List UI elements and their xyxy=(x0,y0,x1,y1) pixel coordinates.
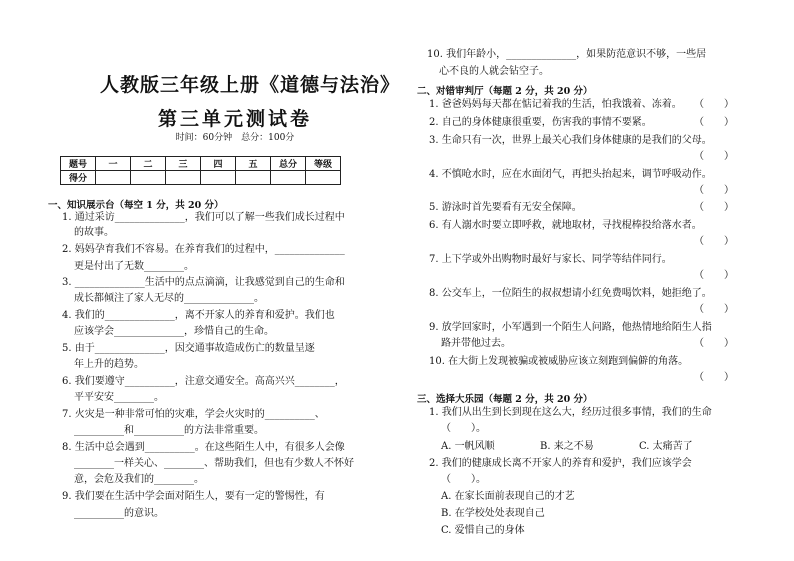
score-table-header-row xyxy=(61,157,341,171)
answer-parens[interactable]: （ ） xyxy=(694,117,734,128)
score-input-cell[interactable] xyxy=(271,171,306,185)
section1-heading: 一、知识展示台（每空 1 分，共 20 分） xyxy=(48,200,224,211)
score-table xyxy=(60,156,341,185)
choice-option[interactable]: B. 在学校处处表现自己 xyxy=(441,508,545,519)
question-line: 的故事。 xyxy=(74,227,114,238)
score-cell: 三 xyxy=(166,157,201,171)
score-input-cell[interactable] xyxy=(236,171,271,185)
choice-option[interactable]: C. 太痛苦了 xyxy=(639,441,693,452)
judge-question: 4. 不慎呛水时，应在水面闭气，再把头抬起来，调节呼吸动作。 xyxy=(429,169,712,180)
question-line: 成长都倾注了家人无尽的______________。 xyxy=(74,293,264,304)
judge-question: 9. 放学回家时，小军遇到一个陌生人问路，他热情地给陌生人指 xyxy=(429,322,712,333)
choice-question: 2. 我们的健康成长离不开家人的养育和爱护，我们应该学会 xyxy=(429,458,692,469)
score-input-cell[interactable] xyxy=(96,171,131,185)
judge-question: 5. 游泳时首先要看有无安全保障。 xyxy=(429,202,582,213)
answer-parens[interactable]: （ ） xyxy=(694,99,734,110)
score-input-cell[interactable] xyxy=(166,171,201,185)
choice-option[interactable]: A. 在家长面前表现自己的才艺 xyxy=(441,491,575,502)
score-input-cell[interactable] xyxy=(306,171,341,185)
score-cell: 题号 xyxy=(61,157,96,171)
score-cell: 总分 xyxy=(271,157,306,171)
judge-question: 1. 爸爸妈妈每天都在惦记着我的生活，怕我饿着、冻着。 xyxy=(429,99,682,110)
judge-question: 8. 公交车上，一位陌生的叔叔想请小红免费喝饮料，她拒绝了。 xyxy=(429,288,712,299)
score-table-score-row xyxy=(61,171,341,185)
question-line: 8. 生活中总会遇到__________。在这些陌生人中，有很多人会像 xyxy=(62,442,345,453)
question-line: 应该学会______________，珍惜自己的生命。 xyxy=(74,326,274,337)
judge-question: 6. 有人溺水时要立即呼救，就地取材，寻找棍棒投给落水者。 xyxy=(429,220,702,231)
choice-option[interactable]: B. 来之不易 xyxy=(540,441,594,452)
exam-title: 人教版三年级上册《道德与法治》 xyxy=(100,74,401,96)
question-line: 年上升的趋势。 xyxy=(74,359,144,370)
judge-question: 2. 自己的身体健康很重要，伤害我的事情不要紧。 xyxy=(429,117,652,128)
question-line: 1. 通过采访______________，我们可以了解一些我们成长过程中 xyxy=(62,212,345,223)
answer-parens[interactable]: （ ） xyxy=(694,236,734,247)
section2-heading: 二、对错审判厅（每题 2 分，共 20 分） xyxy=(417,86,593,97)
question-line: 10. 我们年龄小，______________，如果防范意识不够，一些居 xyxy=(427,49,707,60)
score-cell: 二 xyxy=(131,157,166,171)
question-line: 4. 我们的______________，离不开家人的养育和爱护。我们也 xyxy=(62,310,335,321)
question-line: 平平安安________。 xyxy=(74,392,164,403)
time-score-line: 时间：60分钟 总分：100分 xyxy=(175,133,295,143)
answer-parens[interactable]: （ ） xyxy=(694,270,734,281)
judge-question: 3. 生命只有一次，世界上最关心我们身体健康的是我们的父母。 xyxy=(429,135,712,146)
answer-parens[interactable]: （ ） xyxy=(694,304,734,315)
exam-subtitle: 第三单元测试卷 xyxy=(157,108,312,130)
question-line: __________的意识。 xyxy=(74,508,164,519)
choice-option[interactable]: C. 爱惜自己的身体 xyxy=(441,525,525,536)
answer-parens[interactable]: （ ） xyxy=(694,372,734,383)
choice-question: （ ）。 xyxy=(441,474,486,485)
answer-parens[interactable]: （ ） xyxy=(694,338,734,349)
question-line: 5. 由于______________，因交通事故造成伤亡的数量呈逐 xyxy=(62,343,315,354)
answer-parens[interactable]: （ ） xyxy=(694,202,734,213)
score-cell: 一 xyxy=(96,157,131,171)
question-line: 更是付出了无数________。 xyxy=(74,261,194,272)
choice-question: （ ）。 xyxy=(441,423,486,434)
section3-heading: 三、选择大乐园（每题 2 分，共 20 分） xyxy=(417,394,593,405)
question-line: 心不良的人就会钻空子。 xyxy=(439,66,549,77)
score-cell: 得分 xyxy=(61,171,96,185)
judge-question: 10. 在大街上发现被骗或被威胁应该立刻跑到偏僻的角落。 xyxy=(429,356,689,367)
question-line: __________和__________的方法非常重要。 xyxy=(74,425,264,436)
answer-parens[interactable]: （ ） xyxy=(694,185,734,196)
question-line: 9. 我们要在生活中学会面对陌生人，要有一定的警惕性，有 xyxy=(62,491,325,502)
score-cell: 四 xyxy=(201,157,236,171)
question-line: 3. ______________生活中的点点滴滴，让我感觉到自己的生命和 xyxy=(62,277,345,288)
question-line: 2. 妈妈孕育我们不容易。在养育我们的过程中，______________ xyxy=(62,244,345,255)
judge-question: 路并带他过去。 xyxy=(441,338,511,349)
question-line: 意，会危及我们的________。 xyxy=(74,474,204,485)
choice-option[interactable]: A. 一帆风顺 xyxy=(441,441,495,452)
judge-question: 7. 上下学或外出购物时最好与家长、同学等结伴同行。 xyxy=(429,254,672,265)
choice-question: 1. 我们从出生到长到现在这么大，经历过很多事情，我们的生命 xyxy=(429,407,712,418)
score-cell: 五 xyxy=(236,157,271,171)
score-input-cell[interactable] xyxy=(131,171,166,185)
question-line: ________一样关心、________、帮助我们，但也有少数人不怀好 xyxy=(74,458,354,469)
score-cell: 等级 xyxy=(306,157,341,171)
question-line: 6. 我们要遵守__________，注意交通安全。高高兴兴________， xyxy=(62,376,345,387)
question-line: 7. 火灾是一种非常可怕的灾难，学会火灾时的__________、 xyxy=(62,409,325,420)
answer-parens[interactable]: （ ） xyxy=(694,151,734,162)
score-input-cell[interactable] xyxy=(201,171,236,185)
